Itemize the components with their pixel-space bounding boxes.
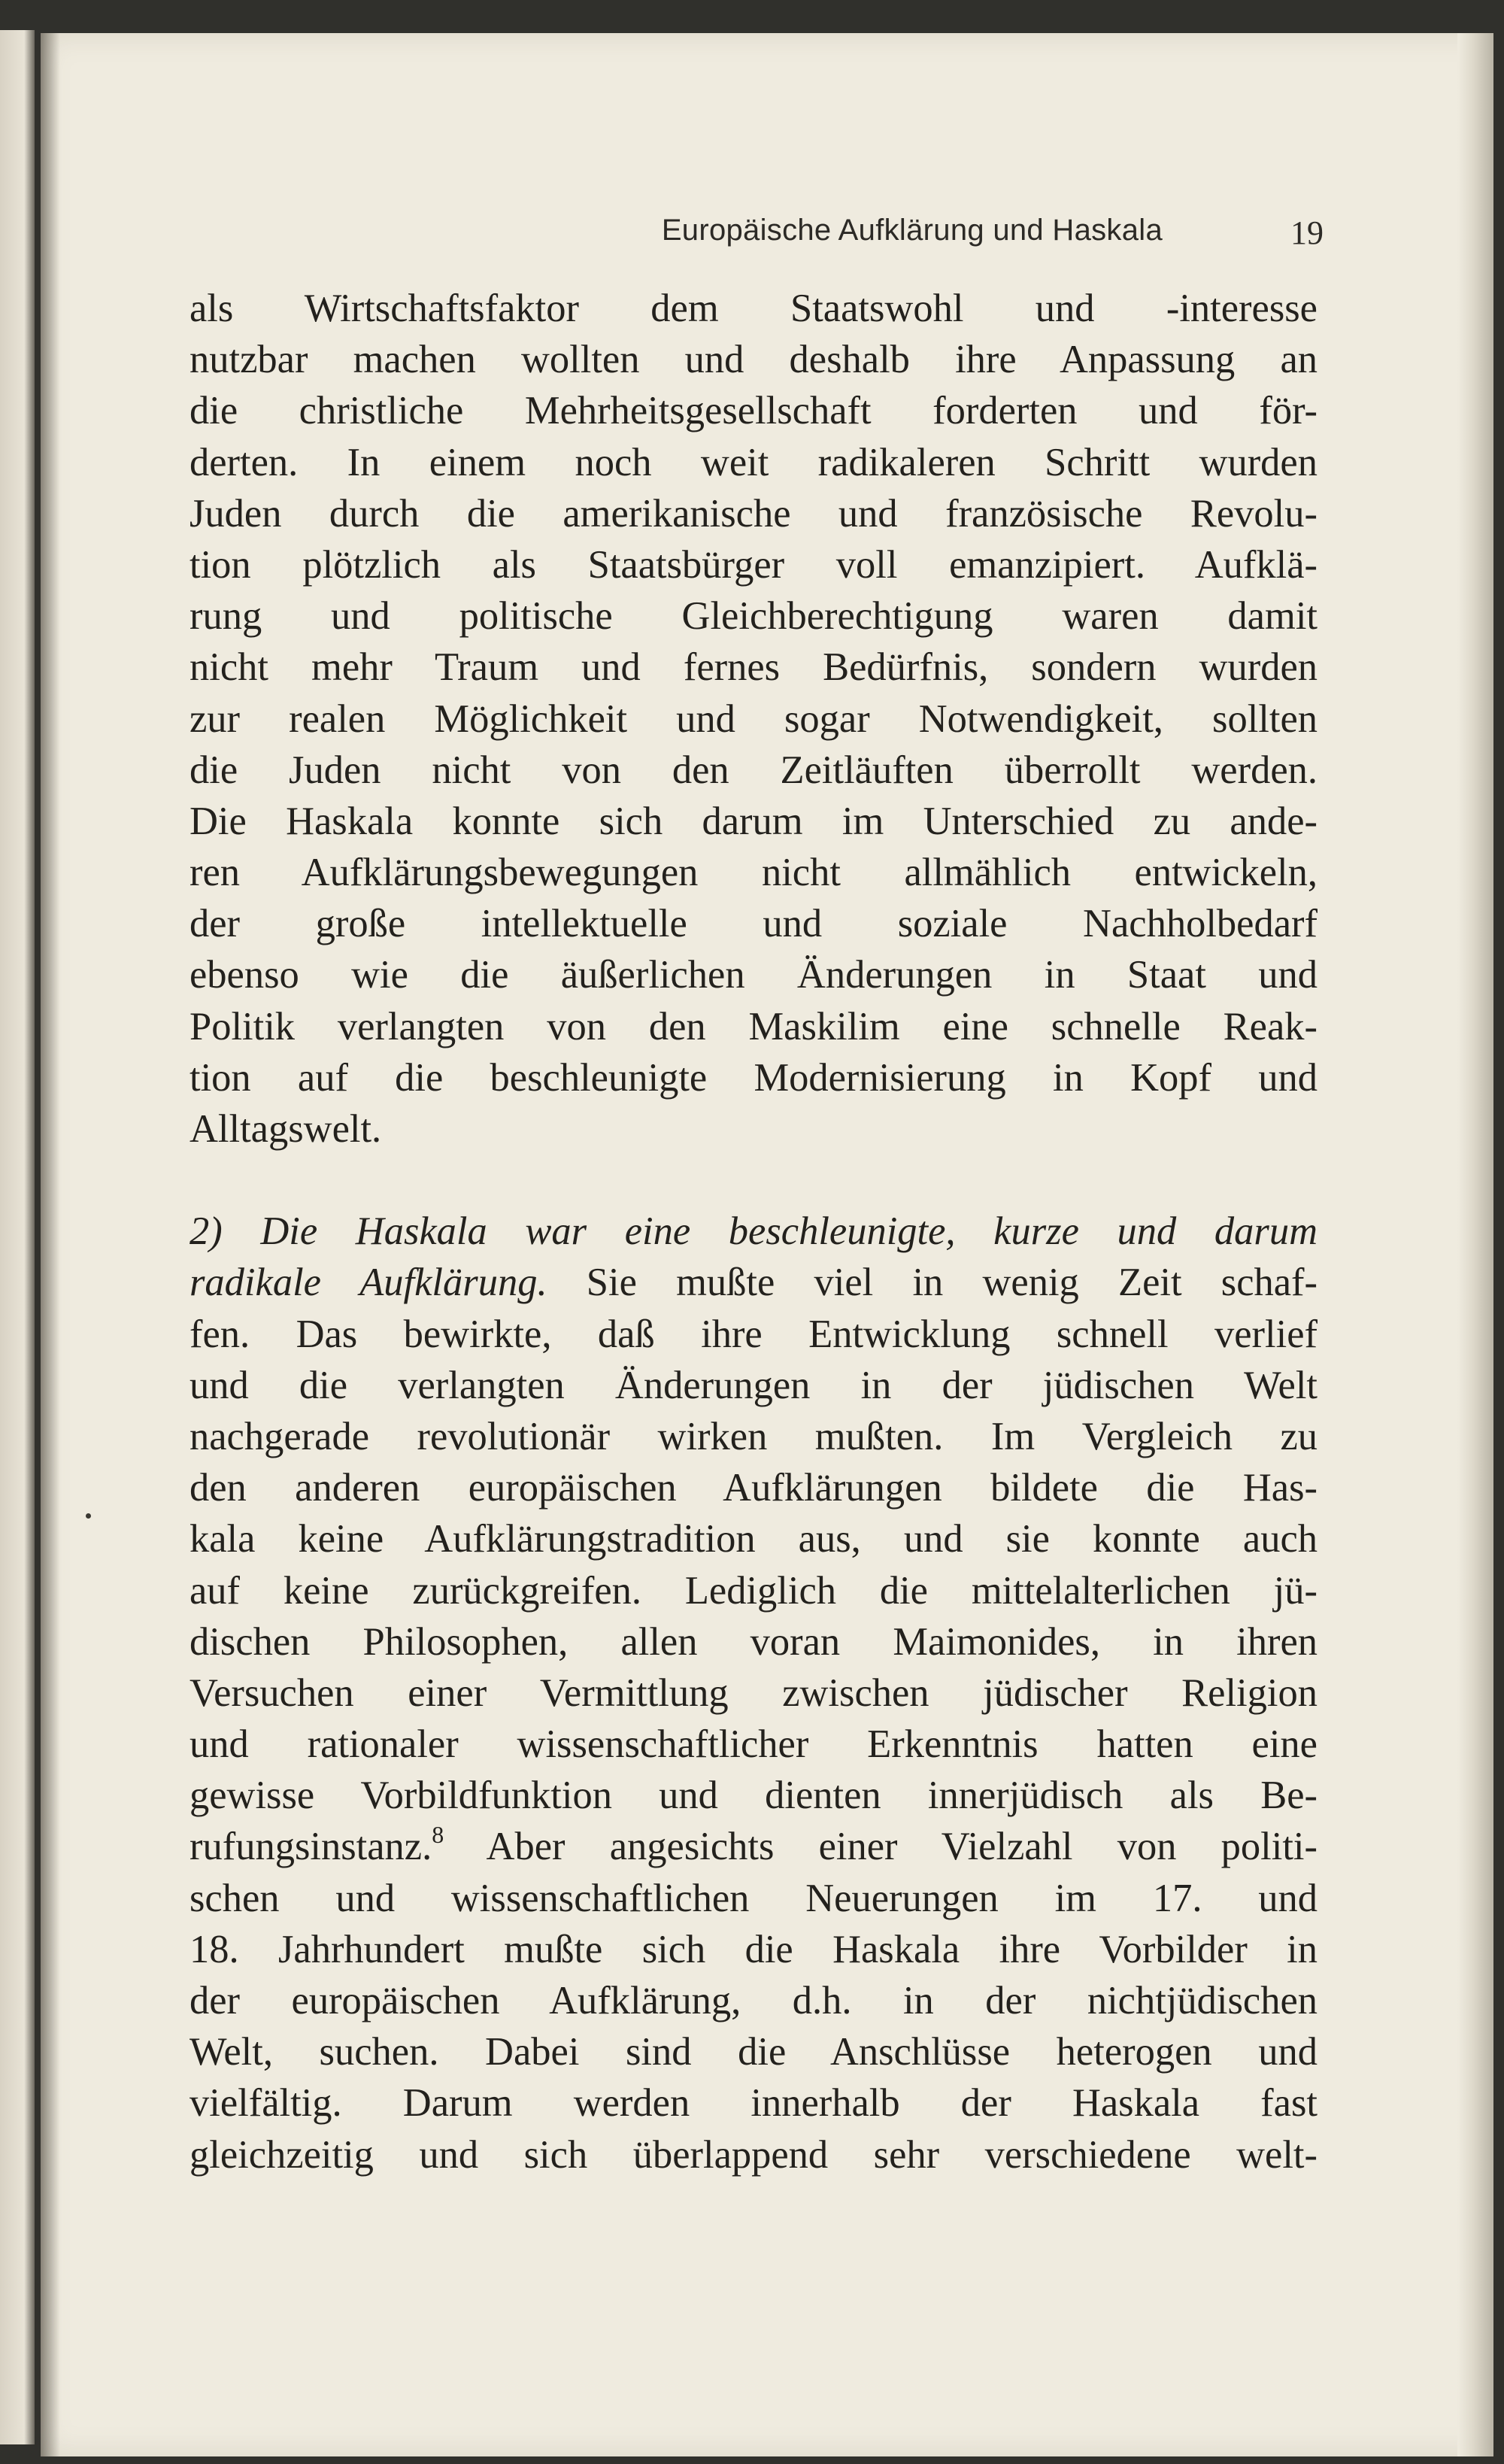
- section-heading-end: radikale Aufklärung.: [190, 1261, 547, 1305]
- text-line: nicht mehr Traum und fernes Bedürfnis, sondern wurden: [190, 645, 1318, 690]
- paragraph-1: [190, 283, 1318, 1155]
- text-line: den anderen europäischen Aufklärungen bildete die Has-: [190, 1466, 1318, 1510]
- text-run: Aber angesichts einer Vielzahl von politi-: [444, 1825, 1318, 1869]
- paragraph-2: [190, 1206, 1318, 2180]
- text-line: der europäischen Aufklärung, d.h. in der nichtjüdischen: [190, 1979, 1318, 2022]
- text-line: schen und wissenschaftlichen Neuerungen im 17. und: [190, 1876, 1318, 1920]
- text-line: zur realen Möglichkeit und sogar Notwendigkeit, sollten: [190, 696, 1318, 741]
- text-line: als Wirtschaftsfaktor dem Staatswohl und -interesse: [190, 287, 1318, 330]
- text-line: nachgerade revolutionär wirken mußten. Im Vergleich zu: [190, 1414, 1318, 1458]
- text-line: Politik verlangten von den Maskilim eine schnelle Reak-: [190, 1004, 1318, 1048]
- margin-mark: [86, 1513, 91, 1519]
- page-header: [41, 214, 1324, 259]
- text-line: Alltagswelt.: [190, 1107, 382, 1151]
- text-line: der große intellektuelle und soziale Nachholbedarf: [190, 902, 1318, 946]
- text-line: Die Haskala konnte sich darum im Unterschied zu ande-: [190, 799, 1318, 843]
- page-edge: [1457, 33, 1493, 2456]
- text-line: tion plötzlich als Staatsbürger voll emanzipiert. Aufklä-: [190, 542, 1318, 587]
- section-heading: 2) Die Haskala war eine beschleunigte, kurze und darum: [190, 1209, 1318, 1254]
- text-line: ren Aufklärungsbewegungen nicht allmählich entwickeln,: [190, 851, 1318, 895]
- text-run: Sie mußte viel in wenig Zeit schaf-: [547, 1261, 1318, 1305]
- text-line: kala keine Aufklärungstradition aus, und sie konnte auch: [190, 1517, 1318, 1561]
- text-line: gewisse Vorbildfunktion und dienten innerjüdisch als Be-: [190, 1774, 1318, 1818]
- gutter-shadow: [41, 33, 60, 2456]
- text-line: rung und politische Gleichberechtigung waren damit: [190, 594, 1318, 639]
- text-line: 18. Jahrhundert mußte sich die Haskala ihre Vorbilder in: [190, 1927, 1318, 1971]
- text-line: nutzbar machen wollten und deshalb ihre Anpassung an: [190, 338, 1318, 382]
- text-line: tion auf die beschleunigte Modernisierung in Kopf und: [190, 1055, 1318, 1100]
- paragraph-gap: [190, 1155, 1318, 1206]
- text-line: fen. Das bewirkte, daß ihre Entwicklung schnell verlief: [190, 1312, 1318, 1356]
- text-line: [190, 1821, 1318, 1872]
- page-number: 19: [1290, 214, 1324, 251]
- text-line: dischen Philosophen, allen voran Maimonides, in ihren: [190, 1619, 1318, 1664]
- text-line: und die verlangten Änderungen in der jüdischen Welt: [190, 1363, 1318, 1407]
- footnote-reference[interactable]: 8: [432, 1820, 444, 1848]
- text-line: ebenso wie die äußerlichen Änderungen in Staat und: [190, 953, 1318, 997]
- previous-page-edge: [0, 30, 35, 2444]
- text-line: gleichzeitig und sich überlappend sehr verschiedene welt-: [190, 2132, 1318, 2177]
- body-text: [190, 283, 1318, 2180]
- text-line: Versuchen einer Vermittlung zwischen jüdischer Religion: [190, 1670, 1318, 1715]
- text-line: Juden durch die amerikanische und französische Revolu-: [190, 491, 1318, 536]
- text-line: auf keine zurückgreifen. Lediglich die mittelalterlichen jü-: [190, 1568, 1318, 1613]
- text-run: rufungsinstanz.: [190, 1825, 432, 1869]
- text-line: die christliche Mehrheitsgesellschaft forderten und för-: [190, 389, 1318, 433]
- text-line: [190, 1257, 1318, 1308]
- text-line: [190, 1206, 1318, 1257]
- text-line: vielfältig. Darum werden innerhalb der Haskala fast: [190, 2081, 1318, 2126]
- text-line: Welt, suchen. Dabei sind die Anschlüsse heterogen und: [190, 2030, 1318, 2074]
- running-title: Europäische Aufklärung und Haskala: [661, 214, 1163, 247]
- book-page: [41, 33, 1493, 2456]
- text-line: die Juden nicht von den Zeitläuften überrollt werden.: [190, 748, 1318, 792]
- text-line: und rationaler wissenschaftlicher Erkenntnis hatten eine: [190, 1722, 1318, 1767]
- text-line: derten. In einem noch weit radikaleren Schritt wurden: [190, 440, 1318, 484]
